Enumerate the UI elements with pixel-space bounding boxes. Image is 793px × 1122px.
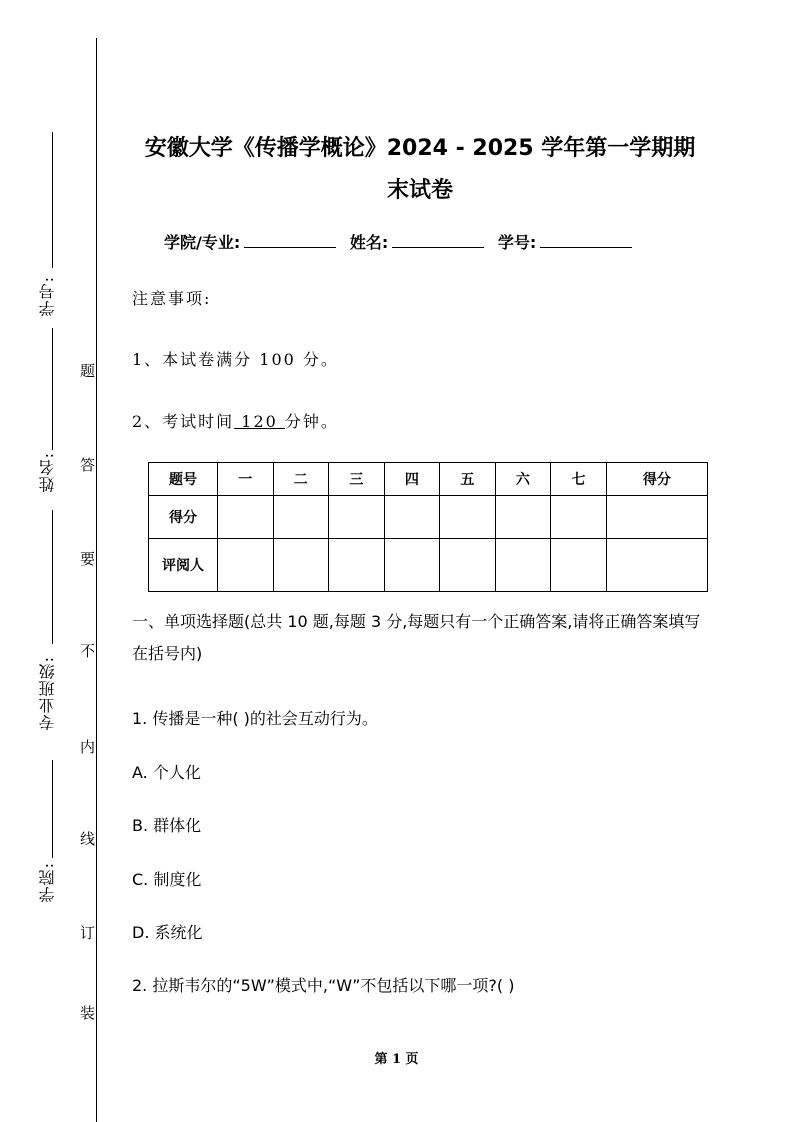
student-id-blank-line xyxy=(52,132,53,268)
reviewer-cell[interactable] xyxy=(273,539,329,592)
name-label: 姓名: xyxy=(349,233,389,252)
reviewer-cell[interactable] xyxy=(218,539,274,592)
seal-char: 线 xyxy=(80,830,96,848)
name-blank-line xyxy=(52,328,53,450)
binding-line xyxy=(96,38,97,1122)
score-cell[interactable] xyxy=(273,496,329,539)
seal-char: 内 xyxy=(80,738,96,756)
reviewer-cell[interactable] xyxy=(440,539,496,592)
exam-title xyxy=(120,128,720,212)
header-cell: 题号 xyxy=(149,463,218,496)
header-cell: 五 xyxy=(440,463,496,496)
student-id-label: 学号: xyxy=(497,233,537,252)
header-cell: 得分 xyxy=(606,463,707,496)
reviewer-cell[interactable] xyxy=(384,539,440,592)
score-cell[interactable] xyxy=(384,496,440,539)
score-cell[interactable] xyxy=(606,496,707,539)
score-cell[interactable] xyxy=(551,496,607,539)
note-item-1: 1、本试卷满分 100 分。 xyxy=(132,350,339,369)
header-cell: 三 xyxy=(329,463,385,496)
reviewer-cell[interactable] xyxy=(329,539,385,592)
seal-char: 订 xyxy=(80,924,96,942)
score-cell[interactable] xyxy=(495,496,551,539)
reviewer-row xyxy=(149,539,708,592)
question-1-option-d: D. 系统化 xyxy=(132,923,203,942)
seal-char: 题 xyxy=(80,362,96,380)
college-major-field[interactable] xyxy=(244,233,336,248)
row-label: 得分 xyxy=(149,496,218,539)
reviewer-cell[interactable] xyxy=(551,539,607,592)
binding-name-label: 姓名: xyxy=(38,452,57,493)
header-cell: 七 xyxy=(551,463,607,496)
question-1-option-a: A. 个人化 xyxy=(132,763,201,782)
score-table xyxy=(148,462,708,592)
name-field[interactable] xyxy=(392,233,484,248)
header-cell: 六 xyxy=(495,463,551,496)
section-1-heading: 一、单项选择题(总共 10 题,每题 3 分,每题只有一个正确答案,请将正确答案填写在括号内) xyxy=(132,612,701,663)
row-label: 评阅人 xyxy=(149,539,218,592)
question-1-option-b: B. 群体化 xyxy=(132,816,202,835)
student-info-row xyxy=(164,230,640,253)
question-1-stem: 1. 传播是一种( )的社会互动行为。 xyxy=(132,709,378,728)
score-table-header xyxy=(149,463,708,496)
exam-title-line1: 安徽大学《传播学概论》2024 - 2025 学年第一学期期 xyxy=(144,136,696,161)
binding-class-label: 专业班级: xyxy=(38,656,57,731)
notes-heading: 注意事项: xyxy=(132,289,212,308)
reviewer-cell[interactable] xyxy=(495,539,551,592)
binding-college-label: 学院: xyxy=(38,862,57,903)
score-row xyxy=(149,496,708,539)
page-number: 第 1 页 xyxy=(374,1052,419,1067)
header-cell: 一 xyxy=(218,463,274,496)
college-blank-line xyxy=(52,760,53,858)
header-cell: 二 xyxy=(273,463,329,496)
score-cell[interactable] xyxy=(218,496,274,539)
note-item-2-suffix: 分钟。 xyxy=(284,412,339,431)
exam-title-line2: 末试卷 xyxy=(386,178,453,203)
college-major-label: 学院/专业: xyxy=(164,233,241,252)
note-item-2-prefix: 2、考试时间 xyxy=(132,412,235,431)
question-1-option-c: C. 制度化 xyxy=(132,870,202,889)
header-cell: 四 xyxy=(384,463,440,496)
seal-char: 不 xyxy=(80,642,96,660)
score-cell[interactable] xyxy=(440,496,496,539)
question-2-stem: 2. 拉斯韦尔的“5W”模式中,“W”不包括以下哪一项?( ) xyxy=(132,976,515,995)
note-item-2 xyxy=(132,409,339,432)
seal-char: 要 xyxy=(80,550,96,568)
reviewer-cell[interactable] xyxy=(606,539,707,592)
score-cell[interactable] xyxy=(329,496,385,539)
seal-char: 装 xyxy=(80,1004,96,1022)
seal-char: 答 xyxy=(80,456,96,474)
student-id-field[interactable] xyxy=(540,233,632,248)
class-blank-line xyxy=(52,510,53,644)
binding-student-id-label: 学号: xyxy=(38,276,57,317)
exam-duration-value: 120 xyxy=(234,412,285,431)
